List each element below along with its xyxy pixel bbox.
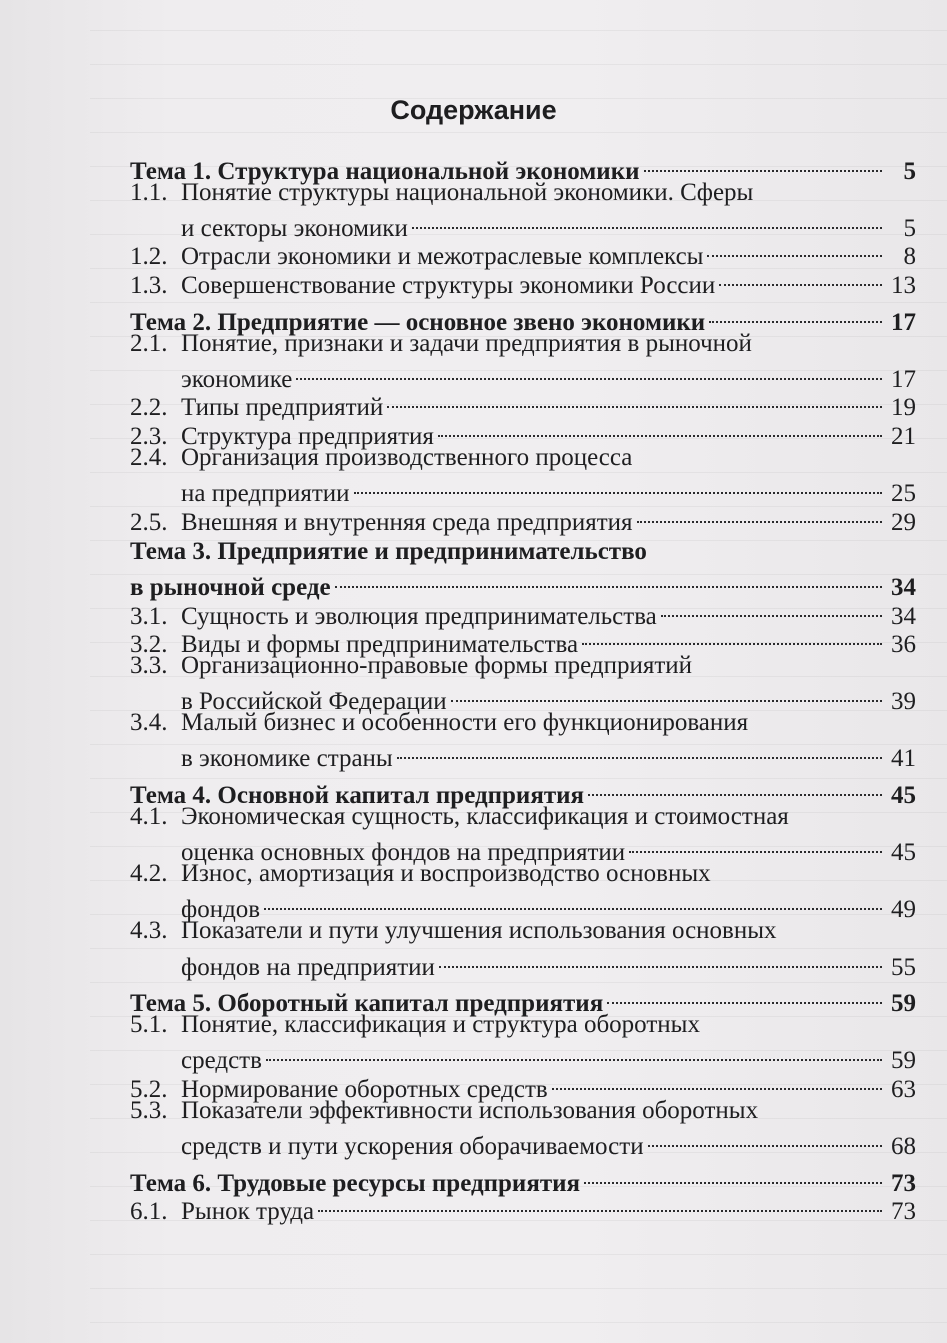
toc-page-number: 73: [891, 1169, 916, 1197]
toc-section-entry[interactable]: [130, 179, 916, 208]
dot-leader: [648, 1126, 882, 1155]
toc-section-number: 1.3.: [130, 271, 168, 299]
toc-section-number: 3.4.: [130, 709, 168, 737]
toc-section-number: 5.3.: [130, 1097, 168, 1124]
dot-leader: [438, 415, 882, 444]
toc-page-number: 45: [891, 839, 916, 867]
toc-section-number: 5.1.: [130, 1011, 168, 1039]
toc-topic-title[interactable]: [130, 983, 916, 1018]
toc-topic-title[interactable]: [130, 538, 916, 567]
toc-section-entry[interactable]: [130, 917, 916, 946]
toc-section-text: Структура предприятия: [181, 422, 434, 450]
toc-page-number: 19: [891, 394, 916, 422]
toc-page-number: 63: [891, 1076, 916, 1103]
toc-topic-title[interactable]: [130, 1162, 916, 1197]
toc-section-text: Организационно-правовые формы предприятий: [181, 652, 693, 680]
toc-section-text: Нормирование оборотных средств: [181, 1076, 548, 1103]
toc-section-text: Экономическая сущность, классификация и стоимостная: [181, 803, 789, 831]
toc-page-number: 34: [891, 602, 916, 630]
toc-section-entry[interactable]: [130, 444, 916, 473]
toc-section-number: 4.3.: [130, 917, 168, 945]
toc-section-number: 5.2.: [130, 1076, 168, 1103]
dot-leader: [264, 889, 882, 918]
dot-leader: [719, 264, 882, 293]
toc-page-number: 5: [903, 214, 916, 242]
toc-page-number: 55: [891, 953, 916, 981]
toc-page-number: 8: [903, 243, 916, 271]
toc-section-text: в экономике страны: [181, 745, 393, 773]
toc-section-entry[interactable]: [130, 946, 916, 981]
toc-section-entry[interactable]: [130, 1097, 916, 1126]
toc-topic-4: [130, 774, 916, 981]
dot-leader: [335, 566, 882, 595]
toc-section-number: 2.2.: [130, 394, 168, 422]
toc-page-number: 13: [891, 271, 916, 299]
toc-page-number: 21: [891, 422, 916, 450]
dot-leader: [451, 681, 882, 710]
toc-section-number: 6.1.: [130, 1198, 168, 1226]
toc-section-number: 1.2.: [130, 243, 168, 271]
toc-section-text: Показатели и пути улучшения использования основных: [181, 917, 777, 945]
dot-leader: [637, 501, 882, 530]
toc-section-entry[interactable]: [130, 681, 916, 716]
dot-leader: [412, 207, 882, 236]
dot-leader: [397, 738, 882, 767]
table-of-contents: [130, 150, 916, 1226]
dot-leader: [629, 832, 882, 861]
toc-section-entry[interactable]: [130, 889, 916, 924]
toc-section-text: фондов: [181, 896, 261, 924]
toc-topic-title[interactable]: [130, 566, 916, 601]
toc-section-text: фондов на предприятии: [181, 953, 435, 981]
toc-page-number: 39: [891, 688, 916, 716]
toc-section-text: Показатели эффективности использования оборотных: [181, 1097, 759, 1124]
toc-page-number: 59: [891, 1047, 916, 1075]
toc-page-number: 45: [891, 782, 916, 810]
toc-page-number: 17: [891, 308, 916, 336]
toc-section-entry[interactable]: [130, 738, 916, 773]
toc-topic-title-text: Тема 2. Предприятие — основное звено экономики: [130, 308, 706, 336]
toc-section-text: Отрасли экономики и межотраслевые комплексы: [181, 243, 704, 271]
dot-leader: [709, 301, 882, 330]
toc-section-number: 1.1.: [130, 178, 168, 206]
toc-section-number: 2.5.: [130, 508, 168, 536]
toc-page-number: 59: [891, 990, 916, 1018]
toc-topic-title-text: в рыночной среде: [130, 573, 331, 601]
toc-section-text: Внешняя и внутренняя среда предприятия: [181, 508, 633, 536]
toc-section-entry[interactable]: [130, 330, 916, 359]
toc-page-number: 29: [891, 508, 916, 536]
toc-topic-title[interactable]: [130, 301, 916, 336]
toc-page-number: 49: [891, 896, 916, 924]
toc-page-number: 73: [891, 1198, 916, 1226]
dot-leader: [266, 1040, 882, 1069]
dot-leader: [354, 473, 882, 502]
toc-section-number: 2.3.: [130, 422, 168, 450]
toc-section-text: Понятие, признаки и задачи предприятия в рыночной: [181, 329, 752, 357]
toc-section-number: 2.1.: [130, 329, 168, 357]
toc-section-entry[interactable]: [130, 832, 916, 867]
toc-topic-title[interactable]: [130, 774, 916, 810]
toc-section-entry[interactable]: [130, 473, 916, 508]
dot-leader: [296, 358, 882, 387]
toc-section-text: экономике: [181, 365, 293, 393]
dot-leader: [707, 236, 882, 265]
toc-topic-title[interactable]: [130, 150, 916, 185]
toc-topic-1: [130, 150, 916, 299]
toc-section-text: Износ, амортизация и воспроизводство основных: [181, 860, 711, 888]
toc-section-number: 3.3.: [130, 652, 168, 680]
toc-page-number: 25: [891, 480, 916, 508]
toc-section-text: на предприятии: [181, 480, 350, 508]
toc-section-entry[interactable]: [130, 652, 916, 681]
dot-leader: [439, 946, 882, 975]
toc-page-number: 5: [903, 157, 916, 185]
toc-section-text: средств и пути ускорения оборачиваемости: [181, 1133, 644, 1161]
toc-section-number: 4.1.: [130, 803, 168, 831]
toc-section-text: средств: [181, 1047, 262, 1075]
toc-topic-6: [130, 1162, 916, 1226]
toc-section-entry[interactable]: [130, 1126, 916, 1161]
toc-section-number: 4.2.: [130, 860, 168, 888]
dot-leader: [607, 983, 882, 1012]
toc-page-number: 34: [891, 573, 916, 601]
toc-topic-title-text: Тема 5. Оборотный капитал предприятия: [130, 990, 604, 1018]
toc-section-entry[interactable]: [130, 1040, 916, 1075]
toc-topic-title-text: Тема 6. Трудовые ресурсы предприятия: [130, 1169, 581, 1197]
toc-section-text: Понятие, классификация и структура оборотных: [181, 1011, 700, 1039]
toc-section-text: Малый бизнес и особенности его функционирования: [181, 709, 749, 737]
toc-section-text: Рынок труда: [181, 1198, 315, 1226]
dot-leader: [584, 1162, 882, 1191]
dot-leader: [552, 1068, 882, 1097]
toc-section-text: в Российской Федерации: [181, 688, 447, 716]
toc-section-entry[interactable]: [130, 358, 916, 393]
toc-section-text: Совершенствование структуры экономики России: [181, 271, 716, 299]
toc-topic-title-text: Тема 3. Предприятие и предпринимательство: [130, 537, 647, 565]
toc-section-entry[interactable]: [130, 709, 916, 738]
toc-section-text: и секторы экономики: [181, 214, 408, 242]
toc-topic-title-text: Тема 1. Структура национальной экономики: [130, 157, 640, 185]
toc-topic-2: [130, 301, 916, 536]
dot-leader: [318, 1191, 882, 1220]
toc-topic-title-text: Тема 4. Основной капитал предприятия: [130, 782, 585, 810]
toc-section-text: оценка основных фондов на предприятии: [181, 839, 626, 867]
dot-leader: [582, 624, 882, 653]
toc-page-number: 36: [891, 631, 916, 659]
toc-section-number: 2.4.: [130, 443, 168, 471]
toc-section-entry[interactable]: [130, 860, 916, 889]
toc-page-number: 41: [891, 745, 916, 773]
toc-topic-3: [130, 537, 916, 773]
dot-leader: [644, 150, 882, 179]
toc-topic-5: [130, 983, 916, 1161]
dot-leader: [387, 387, 882, 416]
toc-section-entry[interactable]: [130, 803, 916, 832]
page-title: Содержание: [390, 95, 557, 125]
toc-section-number: 3.2.: [130, 631, 168, 659]
toc-section-text: Типы предприятий: [181, 394, 384, 422]
toc-section-text: Сущность и эволюция предпринимательства: [181, 602, 657, 630]
toc-page-number: 17: [891, 365, 916, 393]
toc-page-number: 68: [891, 1133, 916, 1161]
dot-leader: [661, 595, 882, 624]
toc-section-entry[interactable]: [130, 207, 916, 242]
toc-section-text: Понятие структуры национальной экономики. Сферы: [181, 178, 754, 206]
toc-section-text: Организация производственного процесса: [181, 443, 633, 471]
toc-section-entry[interactable]: [130, 1011, 916, 1040]
toc-section-text: Виды и формы предпринимательства: [181, 631, 579, 659]
toc-section-number: 3.1.: [130, 602, 168, 630]
dot-leader: [588, 774, 882, 803]
